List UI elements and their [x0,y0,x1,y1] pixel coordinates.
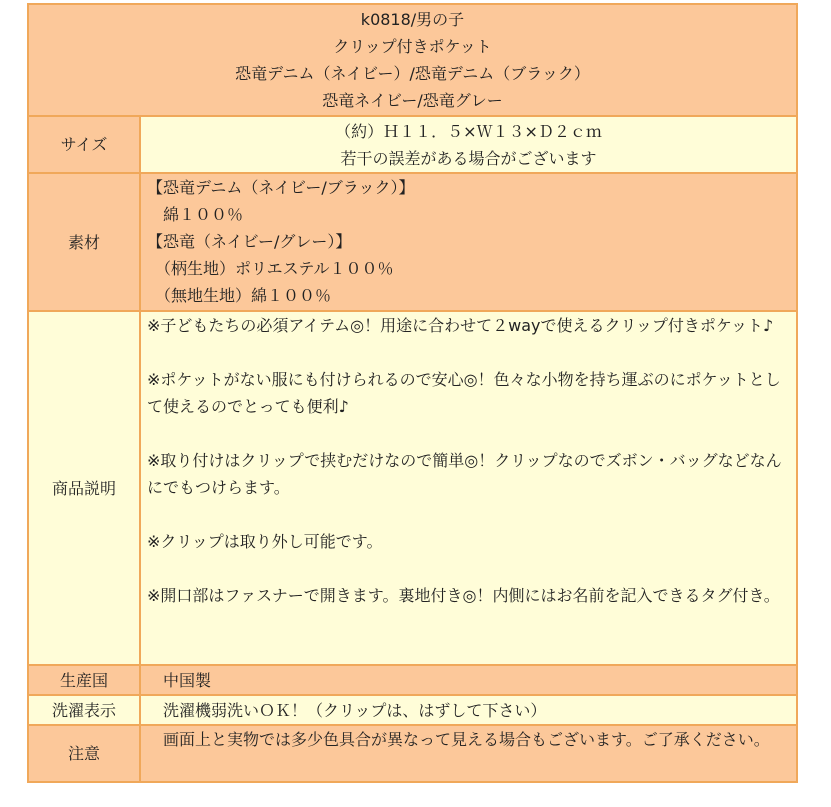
material-row [28,173,797,311]
origin-value [140,665,797,695]
size-row [28,116,797,173]
title-line-product: クリップ付きポケット [333,37,492,56]
size-label: サイズ [28,116,140,173]
material-line: 【恐竜（ネイビー/グレー）】 [147,232,352,251]
description-row [28,311,797,665]
description-paragraph: ※ポケットがない服にも付けられるので安心◎！色々な小物を持ち運ぶのにポケットとして使えるのでとっても便利♪ [147,370,781,416]
material-line: （柄生地）ポリエステル１００％ [147,259,394,278]
material-line: 綿１００％ [147,205,244,224]
washing-row [28,695,797,725]
description-paragraph: ※子どもたちの必須アイテム◎！用途に合わせて２wayで使えるクリップ付きポケット♪ [147,316,774,335]
material-value [140,173,797,311]
title-cell [28,4,797,116]
washing-text: 洗濯機弱洗いＯＫ！（クリップは、はずして下さい） [147,700,547,720]
description-value [140,311,797,665]
caution-label: 注意 [28,725,140,782]
washing-label: 洗濯表示 [28,695,140,725]
description-label: 商品説明 [28,311,140,665]
caution-row [28,725,797,782]
size-value [140,116,797,173]
title-row [28,4,797,116]
washing-value [140,695,797,725]
origin-row [28,665,797,695]
material-line: 【恐竜デニム（ネイビー/ブラック）】 [147,178,415,197]
material-label: 素材 [28,173,140,311]
material-line: （無地生地）綿１００％ [147,286,332,305]
description-paragraph: ※取り付けはクリップで挟むだけなので簡単◎！クリップなのでズボン・バッグなどなんにでもつけらます。 [147,451,782,497]
caution-text: 画面上と実物では多少色具合が異なって見える場合もございます。ご了承ください。 [147,730,770,749]
title-line-variants-print: 恐竜ネイビー/恐竜グレー [322,91,503,110]
caution-value [140,725,797,782]
description-paragraph: ※クリップは取り外し可能です。 [147,532,383,551]
product-info-table [27,3,798,783]
origin-label: 生産国 [28,665,140,695]
origin-text: 中国製 [147,670,212,690]
description-paragraph: ※開口部はファスナーで開きます。裏地付き◎！内側にはお名前を記入できるタグ付き。 [147,586,780,605]
title-line-code: k0818/男の子 [360,10,465,29]
title-line-variants-denim: 恐竜デニム（ネイビー）/恐竜デニム（ブラック） [235,64,590,83]
size-note: 若干の誤差がある場合がございます [340,148,597,168]
size-dimensions: （約）Ｈ１１．５×Ｗ１３×Ｄ２ｃｍ [335,121,602,141]
